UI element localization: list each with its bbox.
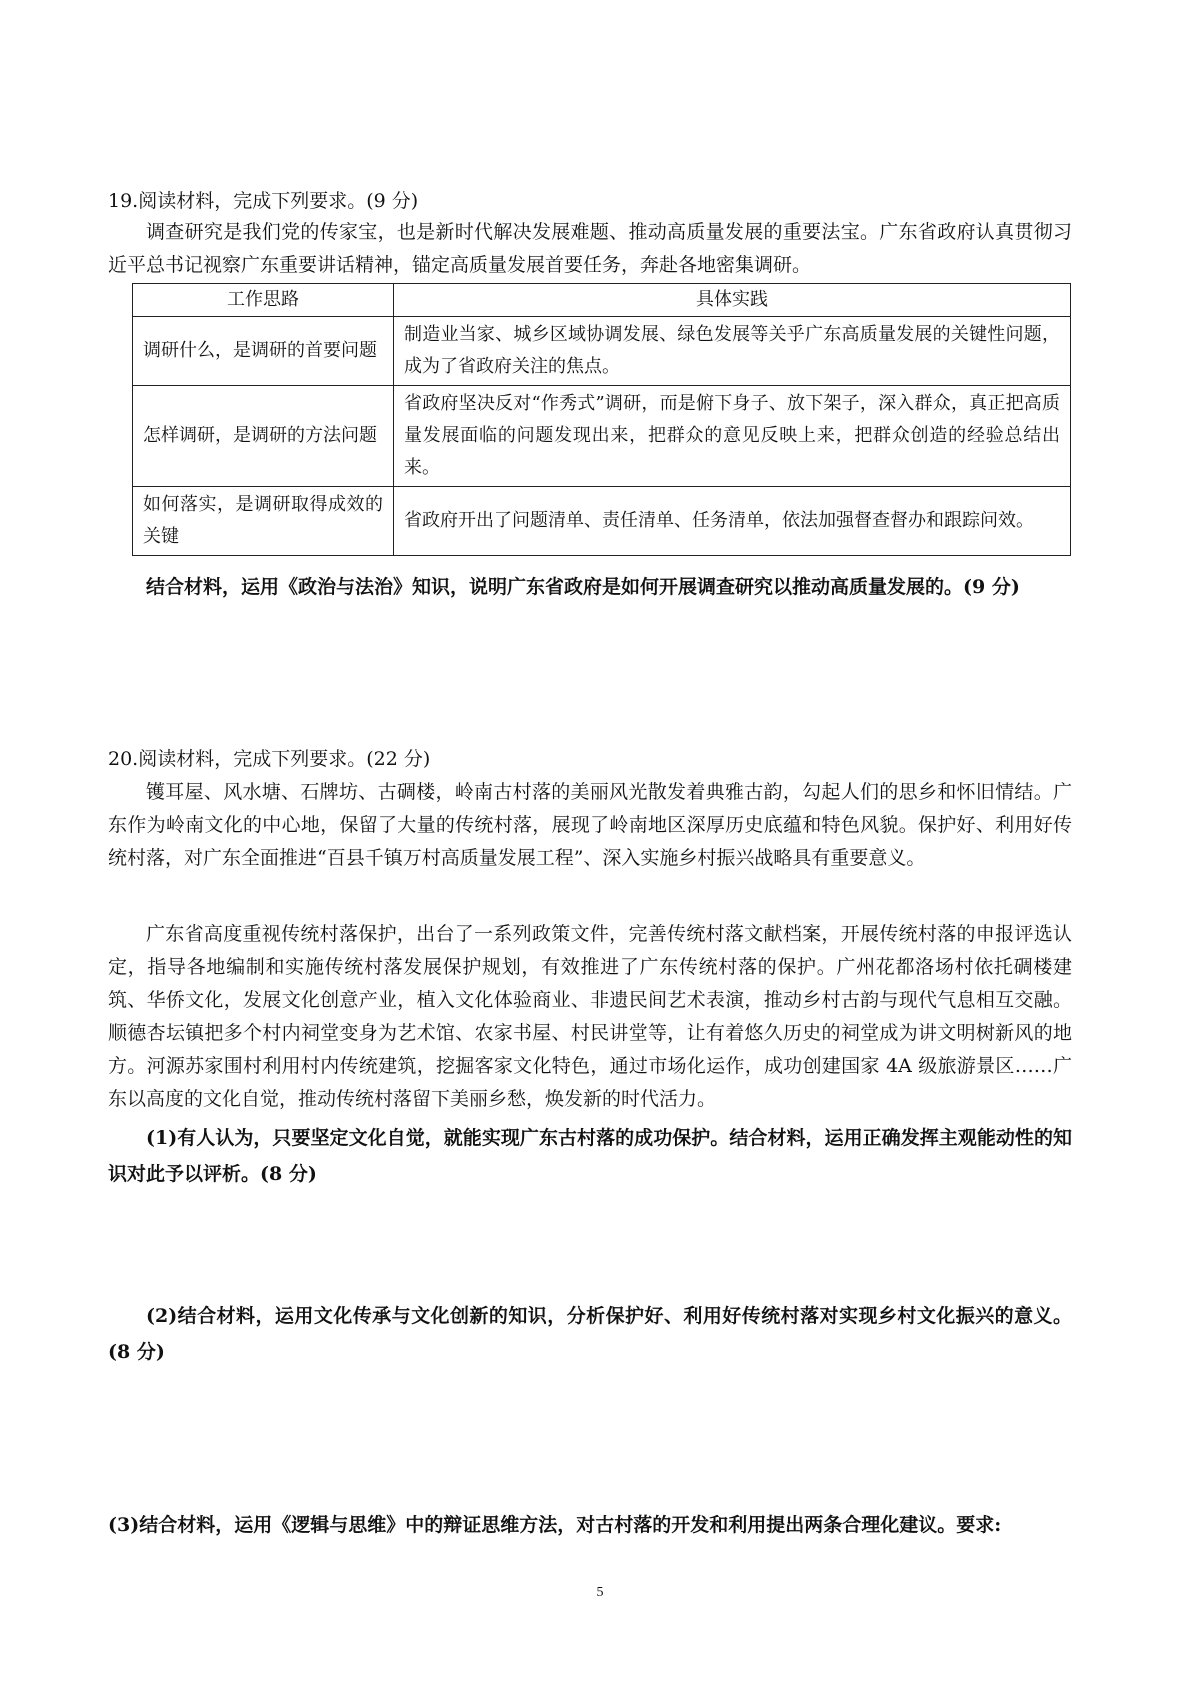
q19-question: 结合材料，运用《政治与法治》知识，说明广东省政府是如何开展调查研究以推动高质量发展的。(9 分) xyxy=(146,576,1020,598)
q19-heading: 19.阅读材料，完成下列要求。(9 分) xyxy=(108,190,419,212)
q20-subquestion-2: (2)结合材料，运用文化传承与文化创新的知识，分析保护好、利用好传统村落对实现乡村文化振兴的意义。(8 分) xyxy=(108,1305,1072,1363)
cell-idea: 调研什么，是调研的首要问题 xyxy=(133,317,394,386)
q20-paragraph-1: 镬耳屋、风水塘、石牌坊、古碉楼，岭南古村落的美丽风光散发着典雅古韵，勾起人们的思乡和怀旧情结。广东作为岭南文化的中心地，保留了大量的传统村落，展现了岭南地区深厚历史底蕴和特色风貌。保护好、利用好传统村落，对广东全面推进“百县千镇万村高质量发展工程”、深入实施乡村振兴战略具有重要意义。 xyxy=(108,781,1072,869)
header-work-idea: 工作思路 xyxy=(133,284,394,317)
cell-idea: 如何落实，是调研取得成效的关键 xyxy=(133,487,394,556)
cell-idea: 怎样调研，是调研的方法问题 xyxy=(133,386,394,487)
q20-paragraph-2: 广东省高度重视传统村落保护，出台了一系列政策文件，完善传统村落文献档案，开展传统村落的申报评选认定，指导各地编制和实施传统村落发展保护规划，有效推进了广东传统村落的保护。广州花都洛场村依托碉楼建筑、华侨文化，发展文化创意产业，植入文化体验商业、非遗民间艺术表演，推动乡村古韵与现代气息相互交融。顺德杏坛镇把多个村内祠堂变身为艺术馆、农家书屋、村民讲堂等，让有着悠久历史的祠堂成为讲文明树新风的地方。河源苏家围村利用村内传统建筑，挖掘客家文化特色，通过市场化运作，成功创建国家 4A 级旅游景区……广东以高度的文化自觉，推动传统村落留下美丽乡愁，焕发新的时代活力。 xyxy=(108,923,1072,1110)
cell-practice: 制造业当家、城乡区域协调发展、绿色发展等关乎广东高质量发展的关键性问题，成为了省政府关注的焦点。 xyxy=(394,317,1071,386)
table-header-row xyxy=(133,284,1071,317)
cell-practice: 省政府坚决反对“作秀式”调研，而是俯下身子、放下架子，深入群众，真正把高质量发展面临的问题发现出来，把群众的意见反映上来，把群众创造的经验总结出来。 xyxy=(394,386,1071,487)
table-row xyxy=(133,317,1071,386)
table-row xyxy=(133,386,1071,487)
q19-intro: 调查研究是我们党的传家宝，也是新时代解决发展难题、推动高质量发展的重要法宝。广东省政府认真贯彻习近平总书记视察广东重要讲话精神，锚定高质量发展首要任务，奔赴各地密集调研。 xyxy=(108,221,1072,276)
table-row xyxy=(133,487,1071,556)
q19-practice-table xyxy=(132,283,1071,556)
q20-subquestion-1: (1)有人认为，只要坚定文化自觉，就能实现广东古村落的成功保护。结合材料，运用正确发挥主观能动性的知识对此予以评析。(8 分) xyxy=(108,1127,1072,1185)
q20-subquestion-3: (3)结合材料，运用《逻辑与思维》中的辩证思维方法，对古村落的开发和利用提出两条合理化建议。要求: xyxy=(108,1514,1002,1536)
header-practice: 具体实践 xyxy=(394,284,1071,317)
page-number: 5 xyxy=(596,1585,604,1600)
q20-heading: 20.阅读材料，完成下列要求。(22 分) xyxy=(108,748,431,770)
cell-practice: 省政府开出了问题清单、责任清单、任务清单，依法加强督查督办和跟踪问效。 xyxy=(394,487,1071,556)
